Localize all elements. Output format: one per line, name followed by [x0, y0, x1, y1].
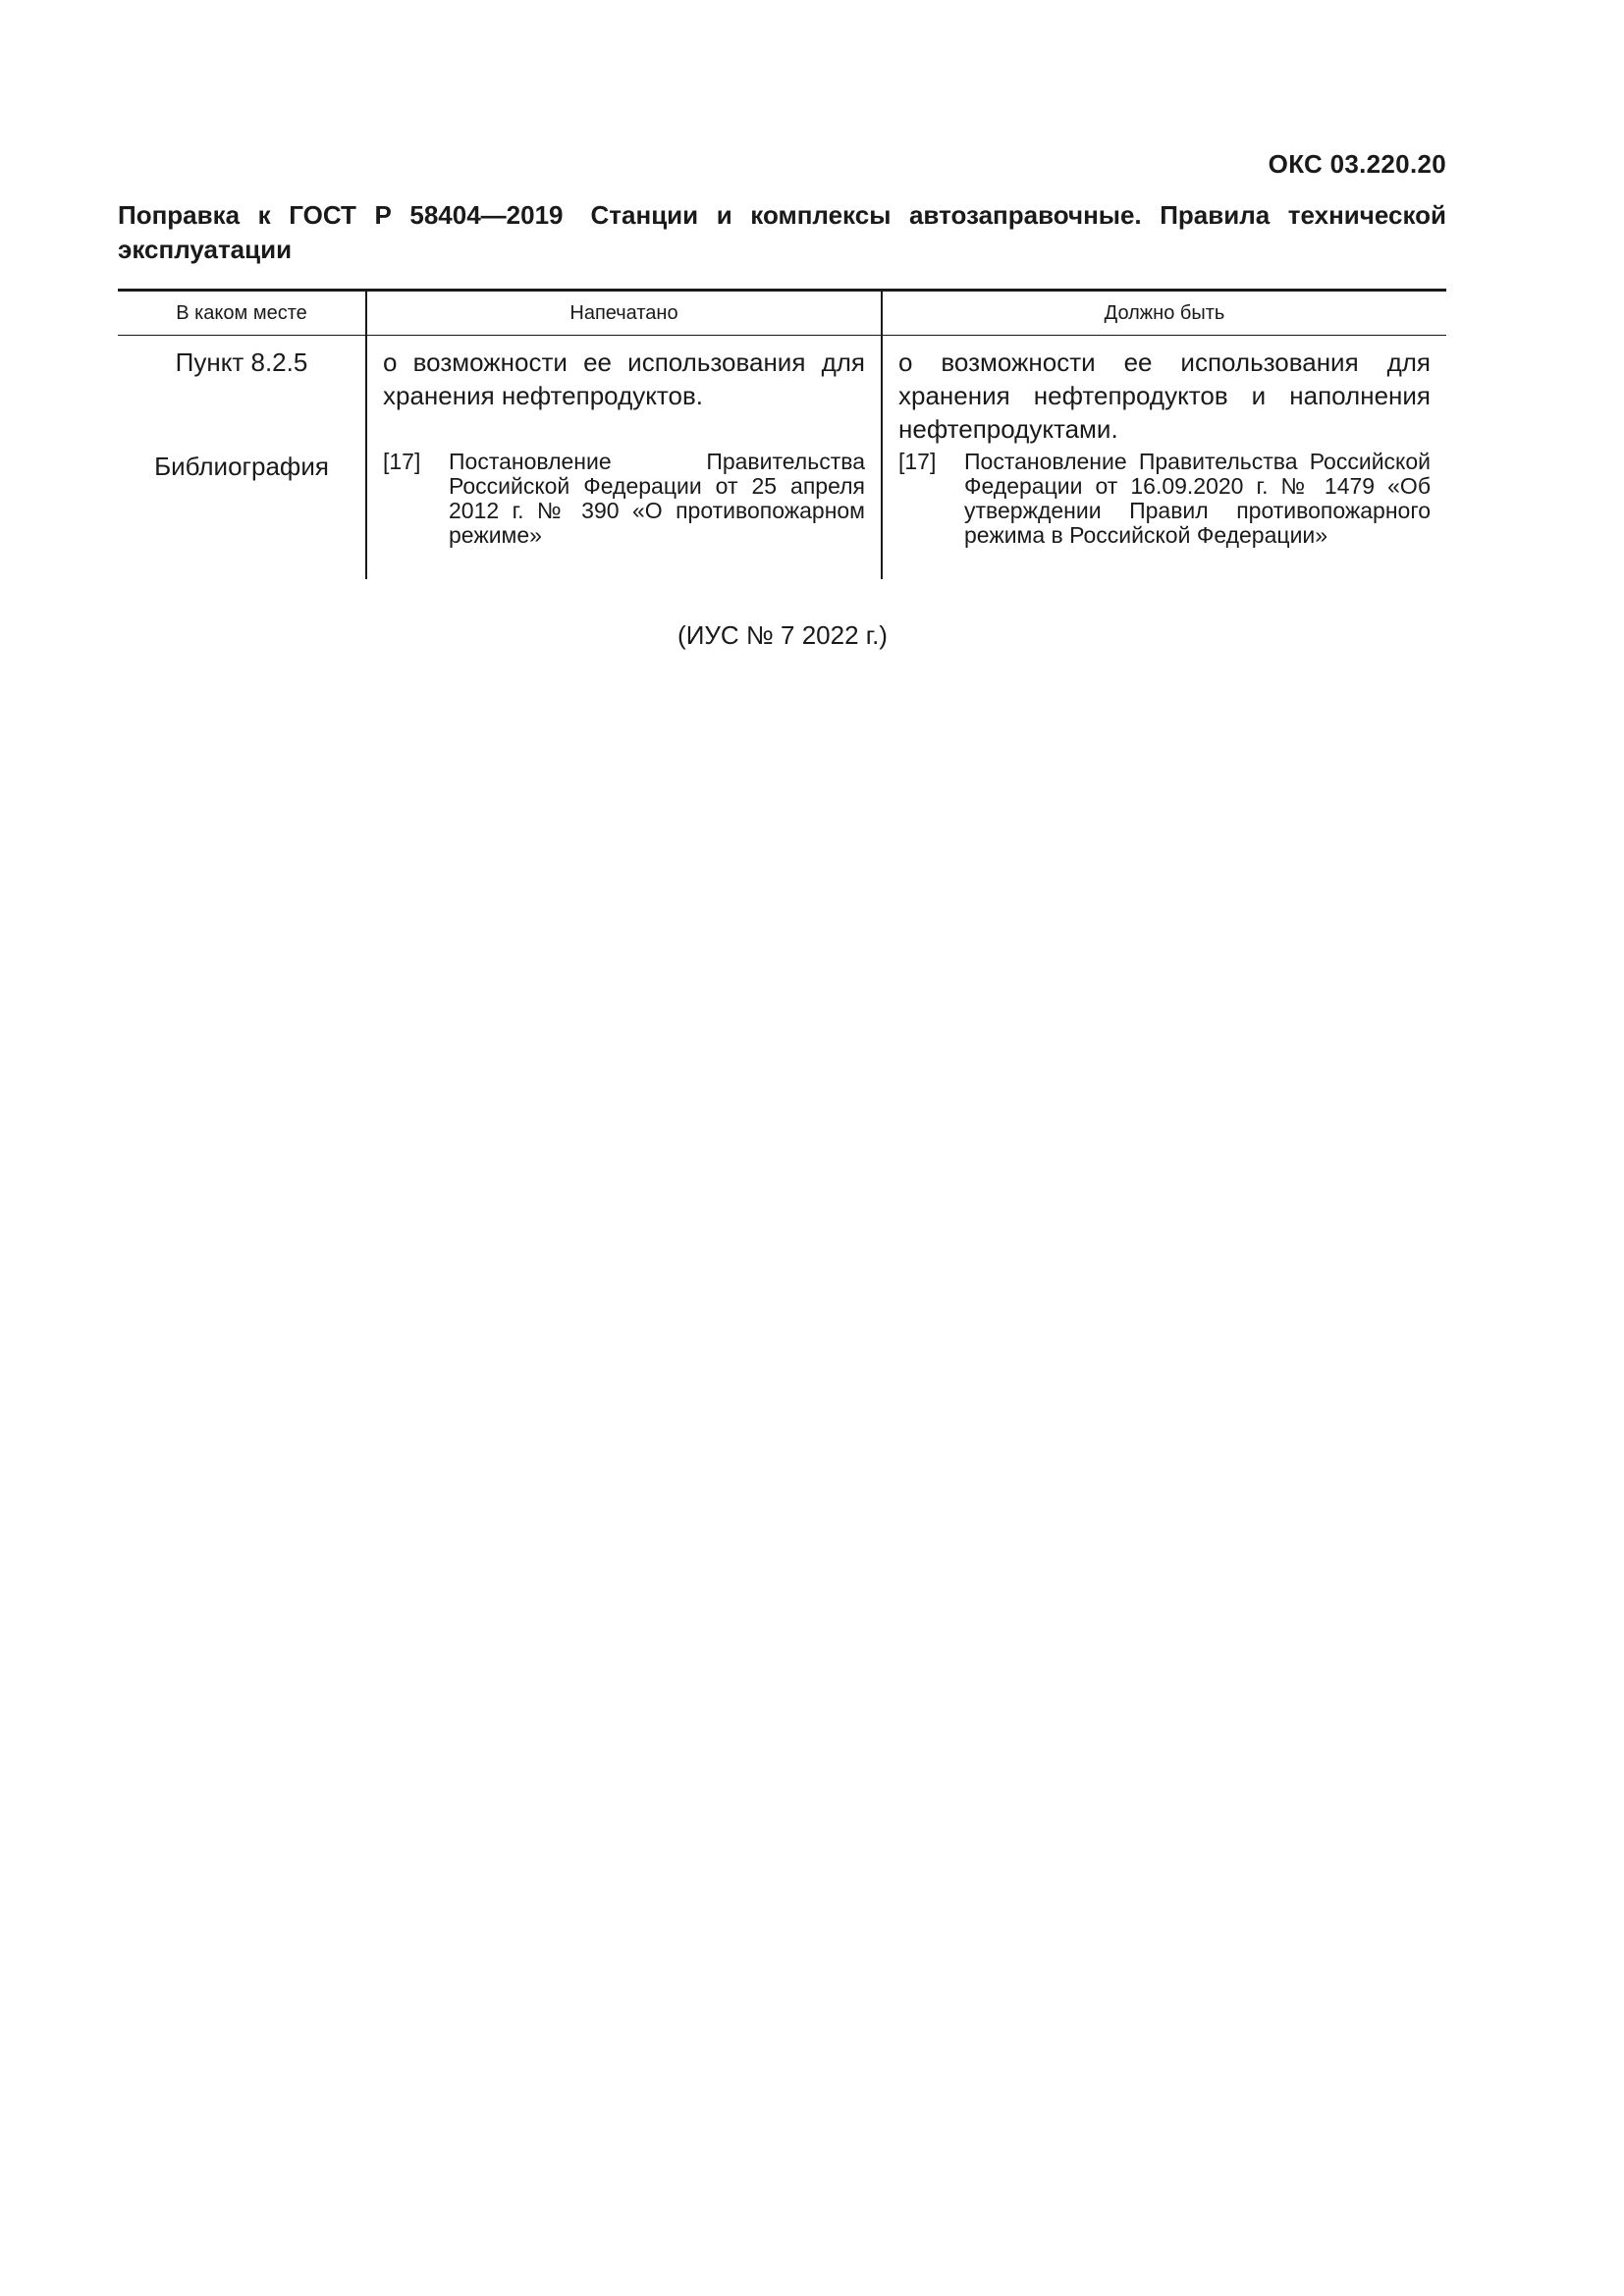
- cell-printed: [365, 450, 881, 579]
- title-subject: Станции и комплексы автозаправочные. Правила технической эксплуатации: [118, 200, 1446, 264]
- cell-should-be: о возможности ее использования для хранения нефтепродуктов и наполнения нефтепродуктами.: [881, 336, 1446, 450]
- bibliography-text: Постановление Правительства Российской Федерации от 16.09.2020 г. № 1479 «Об утверждении Правил противопожарного режима в Российской Федерации»: [964, 449, 1431, 548]
- column-header-should-be: Должно быть: [881, 292, 1446, 335]
- table-header: [118, 289, 1446, 336]
- bibliography-entry: [383, 450, 865, 548]
- classification-code: ОКС 03.220.20: [1268, 149, 1446, 179]
- amendment-table: [118, 289, 1446, 579]
- bibliography-ref-number: [17]: [898, 449, 937, 474]
- bibliography-entry: [898, 450, 1431, 548]
- cell-place: Пункт 8.2.5: [175, 347, 308, 377]
- cell-should-be: [881, 450, 1446, 579]
- document-title: [118, 198, 1446, 267]
- column-header-printed: Напечатано: [365, 292, 881, 335]
- table-row: [118, 336, 1446, 450]
- cell-printed: о возможности ее использования для хранения нефтепродуктов.: [365, 336, 881, 450]
- source-reference: (ИУС № 7 2022 г.): [677, 620, 888, 650]
- cell-place: Библиография: [154, 452, 329, 481]
- table-row: [118, 450, 1446, 579]
- title-standard: Поправка к ГОСТ Р 58404—2019: [118, 200, 564, 230]
- bibliography-text: Постановление Правительства Российской Федерации от 25 апреля 2012 г. № 390 «О противопожарном режиме»: [449, 449, 865, 548]
- bibliography-ref-number: [17]: [383, 449, 421, 474]
- column-header-place: В каком месте: [176, 301, 307, 324]
